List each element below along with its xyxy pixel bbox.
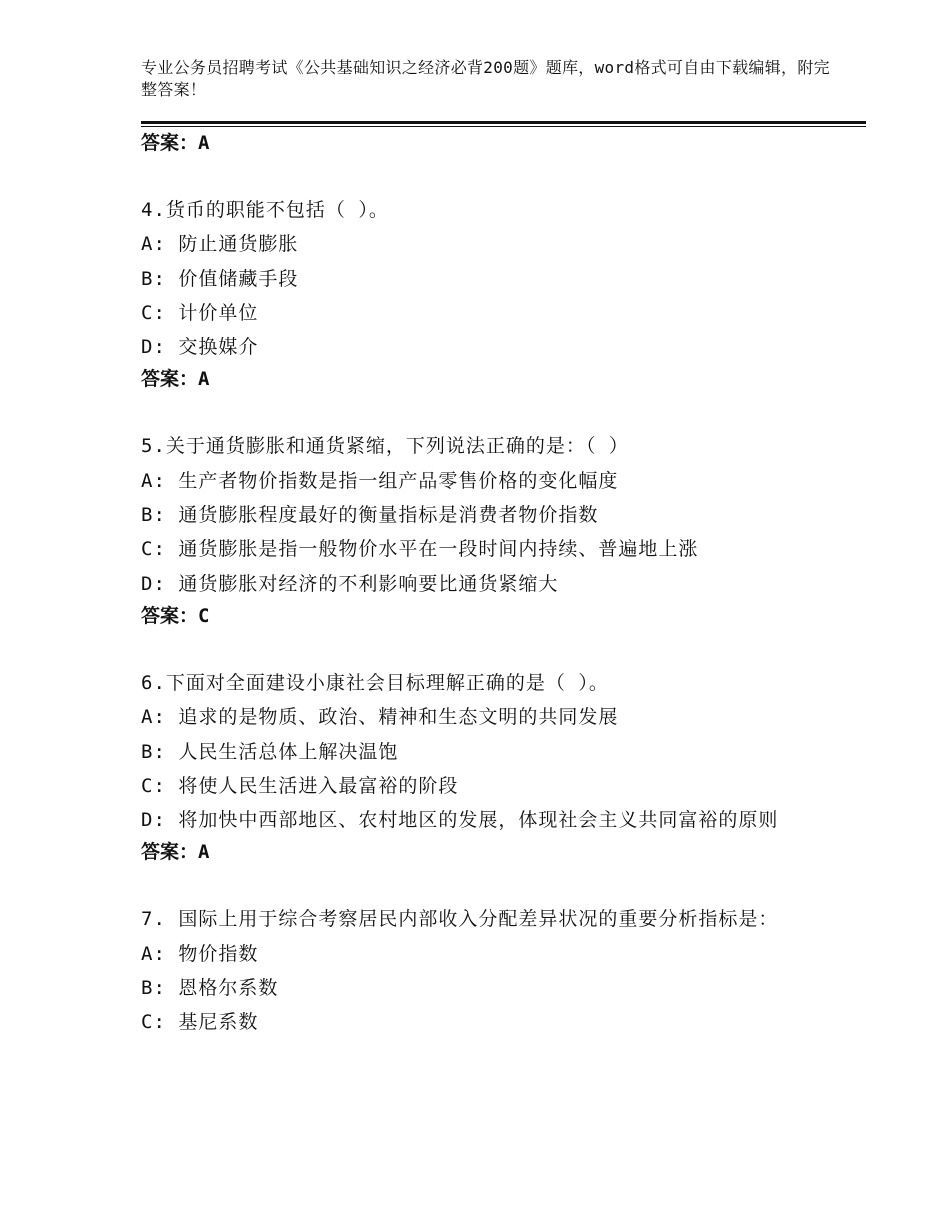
question-list (141, 128, 841, 1040)
document-header: 专业公务员招聘考试《公共基础知识之经济必背200题》题库，word格式可自由下载编辑，附完整答案！ (141, 58, 830, 99)
option-a: A: 追求的是物质、政治、精神和生态文明的共同发展 (141, 706, 619, 729)
option-b: B: 价值储藏手段 (141, 267, 299, 290)
question-block (141, 666, 841, 868)
option-b: B: 通货膨胀程度最好的衡量指标是消费者物价指数 (141, 504, 599, 527)
option-c: C: 通货膨胀是指一般物价水平在一段时间内持续、普遍地上涨 (141, 538, 699, 561)
option-b: B: 恩格尔系数 (141, 977, 279, 1000)
question-stem: 6.下面对全面建设小康社会目标理解正确的是（ ）。 (141, 671, 609, 694)
answer-line: 答案：A (141, 841, 210, 864)
answer-line: 答案：C (141, 604, 210, 627)
header-divider (141, 121, 866, 124)
option-b: B: 人民生活总体上解决温饱 (141, 740, 399, 763)
option-c: C: 将使人民生活进入最富裕的阶段 (141, 774, 459, 797)
question-stem: 7. 国际上用于综合考察居民内部收入分配差异状况的重要分析指标是： (141, 908, 779, 931)
header-divider-thin (141, 126, 866, 127)
option-d: D: 交换媒介 (141, 336, 259, 359)
option-a: A: 防止通货膨胀 (141, 233, 299, 256)
question-stem: 5.关于通货膨胀和通货紧缩，下列说法正确的是：（ ） (141, 435, 629, 458)
question-stem: 4.货币的职能不包括（ ）。 (141, 199, 389, 221)
answer-line: 答案：A (141, 368, 210, 391)
option-a: A: 生产者物价指数是指一组产品零售价格的变化幅度 (141, 469, 619, 492)
question-block (141, 429, 841, 631)
option-d: D: 将加快中西部地区、农村地区的发展，体现社会主义共同富裕的原则 (141, 809, 779, 832)
option-a: A: 物价指数 (141, 942, 259, 965)
option-c: C: 计价单位 (141, 301, 259, 324)
option-d: D: 通货膨胀对经济的不利影响要比通货紧缩大 (141, 572, 559, 595)
question-block (141, 902, 841, 1039)
answer-line: 答案：A (141, 132, 210, 154)
question-block (141, 193, 841, 395)
option-c: C: 基尼系数 (141, 1011, 259, 1034)
